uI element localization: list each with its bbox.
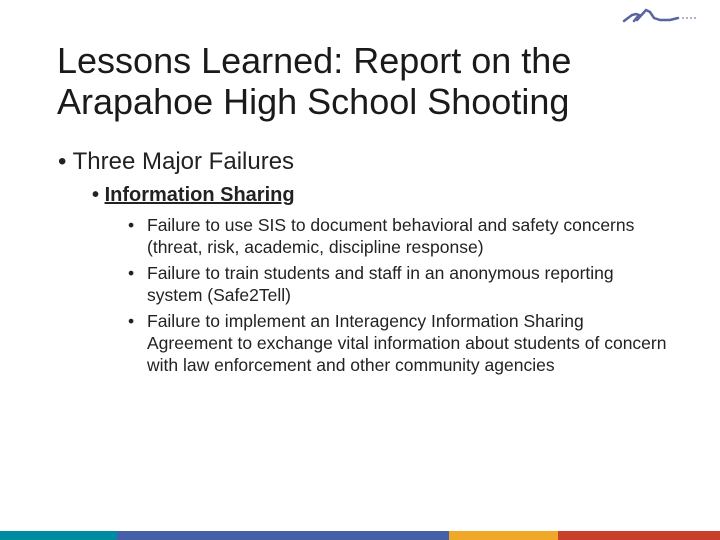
list-item: • Failure to use SIS to document behavioral and safety concerns (threat, risk, academic, discipline response) (128, 214, 673, 258)
list-item: • Failure to implement an Interagency Information Sharing Agreement to exchange vital information about students of concern with law enforcement and other community agencies (128, 310, 673, 376)
bullet-text: Three Major Failures (72, 148, 295, 175)
slide-title: Lessons Learned: Report on the Arapahoe High School Shooting (57, 40, 572, 122)
footer-color-bar (0, 531, 720, 540)
bar-segment-teal (0, 531, 117, 540)
bar-segment-orange (449, 531, 558, 540)
bullet-level2: • Information Sharing (92, 184, 295, 206)
bar-segment-red (558, 531, 720, 540)
mountain-logo-icon (620, 6, 700, 31)
bar-segment-blue (117, 531, 449, 540)
bullet-text: Information Sharing (104, 184, 295, 206)
bullet-list (128, 214, 673, 380)
list-item: • Failure to train students and staff in an anonymous reporting system (Safe2Tell) (128, 262, 673, 306)
bullet-level1: • Three Major Failures (58, 148, 295, 175)
